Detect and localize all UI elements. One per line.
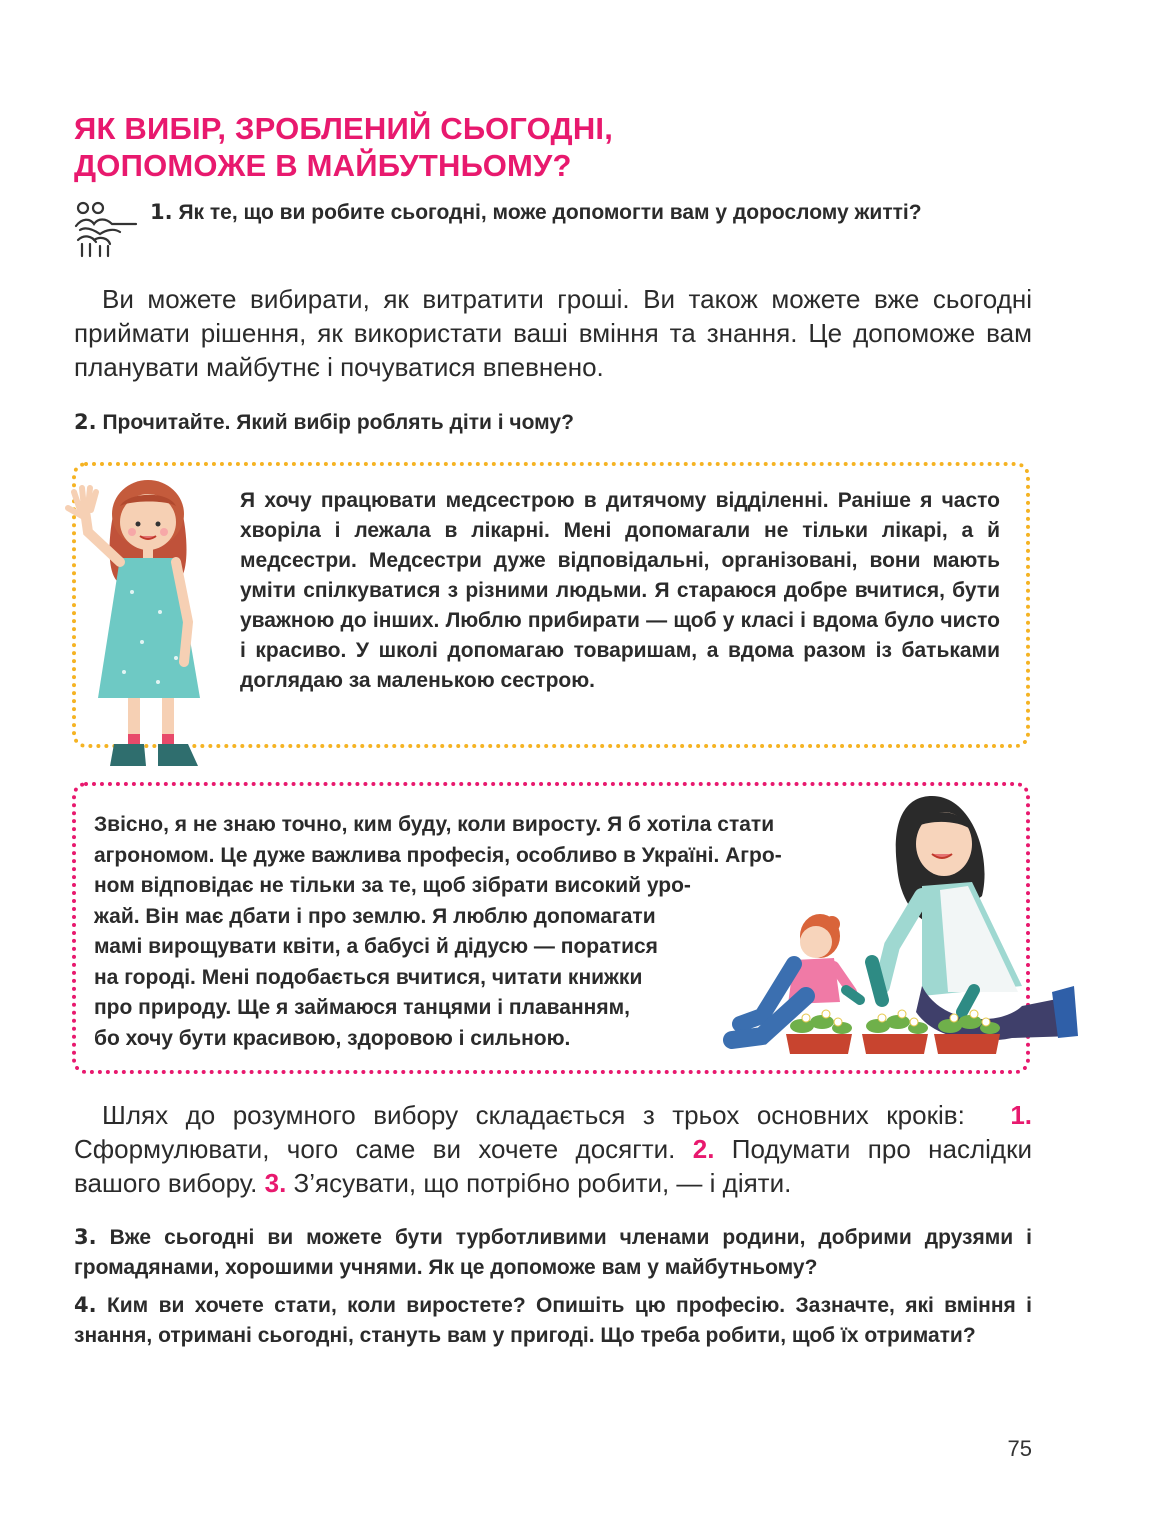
girl-waving-illustration bbox=[58, 462, 248, 776]
story-nurse-text: Я хочу працювати медсестрою в дитячому відділенні. Раніше я часто хворіла і лежала в лікарні. Мені допомагали не тільки лікарі, а й медсестри. Медсестри дуже відповідальні, організовані, вони мають уміти спілкуватися з різними людьми. Я стараюся добре вчитися, бути уважною до інших. Люблю прибирати — щоб у класі і вдома було чисто і красиво. У школі допомагаю товаришам, а вдома разом із батьками доглядаю за маленькою сестрою. bbox=[240, 489, 1000, 692]
story-line: Звісно, я не знаю точно, ким буду, коли виросту. Я б хотіла стати bbox=[94, 813, 775, 836]
step-3-text: З’ясувати, що потрібно робити, — і діяти. bbox=[293, 1168, 792, 1198]
story-line: бо хочу бути красивою, здоровою і сильною. bbox=[94, 1026, 571, 1050]
question-3 bbox=[74, 1222, 1032, 1283]
question-2-text: Прочитайте. Який вибір роблять діти і чому? bbox=[102, 411, 574, 434]
intro-paragraph: Ви можете вибирати, як витратити гроші. Ви також можете вже сьогодні приймати рішення, як використати ваші вміння та знання. Це допоможе вам планувати майбутнє і почуватися впевнено. bbox=[74, 284, 1032, 382]
page-number: 75 bbox=[1007, 1436, 1032, 1461]
story-line: про природу. Ще я займаюся танцями і плаванням, bbox=[94, 996, 630, 1019]
step-1-text: Сформулювати, чого саме ви хочете досягти. bbox=[74, 1134, 676, 1164]
step-3-number: 3. bbox=[264, 1168, 287, 1198]
question-3-text: Вже сьогодні ви можете бути турботливими членами родини, добрими друзями і громадянами, хорошими учнями. Як це допоможе вам у майбутньому? bbox=[74, 1226, 1032, 1279]
page-heading bbox=[74, 110, 974, 184]
heading-line-1: ЯК ВИБІР, ЗРОБЛЕНИЙ СЬОГОДНІ, bbox=[74, 111, 614, 146]
step-1-number: 1. bbox=[1010, 1100, 1032, 1130]
story-line: ном відповідає не тільки за те, щоб зібрати високий уро- bbox=[94, 874, 691, 897]
steps-intro: Шлях до розумного вибору складається з трьох основних кроків: bbox=[102, 1100, 965, 1130]
question-3-number: 3. bbox=[74, 1225, 97, 1249]
mother-daughter-gardening-illustration bbox=[722, 786, 1082, 1066]
question-1-number: 1. bbox=[150, 200, 173, 224]
group-discussion-icon bbox=[74, 200, 140, 258]
story-line: мамі вирощувати квіти, а бабусі й дідусю — поратися bbox=[94, 935, 658, 958]
question-4-number: 4. bbox=[74, 1293, 97, 1317]
story-line: агрономом. Це дуже важлива професія, особливо в Україні. Агро- bbox=[94, 843, 782, 867]
question-2 bbox=[74, 408, 1032, 437]
question-4-text: Ким ви хочете стати, коли виростете? Опишіть цю професію. Зазначте, які вміння і знання, отримані сьогодні, стануть вам у пригоді. Що треба робити, щоб їх отримати? bbox=[74, 1294, 1032, 1347]
heading-line-2: ДОПОМОЖЕ В МАЙБУТНЬОМУ? bbox=[74, 148, 572, 183]
question-1-text: Як те, що ви робите сьогодні, може допомогти вам у дорослому житті? bbox=[178, 201, 922, 224]
question-1 bbox=[150, 198, 1032, 227]
question-2-number: 2. bbox=[74, 410, 97, 434]
steps-paragraph bbox=[74, 1098, 1032, 1200]
story-line: жай. Він має дбати і про землю. Я люблю допомагати bbox=[94, 904, 656, 928]
step-2-number: 2. bbox=[692, 1134, 715, 1164]
question-4 bbox=[74, 1290, 1032, 1351]
step-2-text: Подумати про наслідки вашого вибору. bbox=[74, 1134, 1032, 1198]
story-line: на городі. Мені подобається вчитися, читати книжки bbox=[94, 965, 643, 989]
